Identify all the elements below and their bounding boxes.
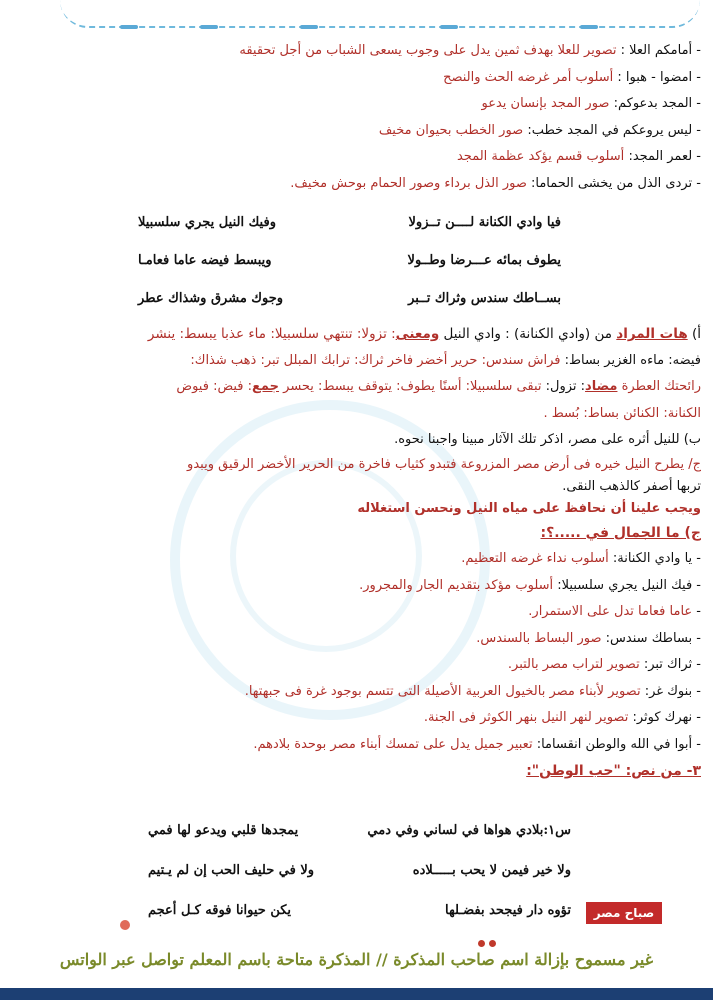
list-item: - امضوا - هبوا : أسلوب أمر غرضه الحث والنصح — [443, 69, 701, 85]
poem-verse — [8, 207, 701, 245]
beauty-item: - بنوك غر: تصوير لأبناء مصر بالخيول العربية الأصيلة التى تتسم بوجود غرة فى جبهتها. — [244, 683, 701, 699]
list-item: - المجد بدعوكم: صور المجد بإنسان يدعو — [481, 96, 701, 111]
verse-second-half: يمجدها قلبي ويدعو لها فمي — [148, 823, 299, 838]
list-item: - لعمر المجد: أسلوب قسم يؤكد عظمة المجد — [456, 149, 701, 164]
document-body — [8, 38, 701, 785]
beauty-item: - أبوا في الله والوطن انقساما: تعبير جميل يدل على تمسك أبناء مصر بوحدة بلادهم. — [253, 736, 701, 752]
poem-verse — [8, 283, 701, 321]
verse-second-half: يكن حيوانا فوقه كـل أعجم — [148, 903, 292, 918]
leaf-decoration — [120, 920, 130, 930]
list-item: - تردى الذل من يخشى الحماما: صور الذل برداء وصور الحمام بوحش مخيف. — [290, 175, 701, 191]
section-3-heading: ٣- من نص: "حب الوطن": — [526, 763, 701, 779]
beauty-item: - نهرك كوثر: تصوير لنهر النيل بنهر الكوثر فى الجنة. — [423, 710, 701, 725]
answer-b-line: تربها أصفر كالذهب النقى. — [562, 478, 701, 494]
verse-second-half: وفيك النيل يجري سلسبيلا — [138, 215, 276, 230]
question-a-line1: أ) هات المراد من (وادي الكنانة) : وادي النيل ومعنى: تزولا: تنتهي سلسبيلا: ماء عذبا يبسط: ينشر — [147, 326, 701, 342]
question-b: ب) للنيل أثره على مصر، اذكر تلك الآثار مبينا واجبنا نحوه. — [394, 432, 701, 447]
banner-dash — [300, 25, 318, 29]
footer-notice: غير مسموح بإزالة اسم صاحب المذكرة // المذكرة متاحة باسم المعلم تواصل عبر الواتس — [59, 950, 654, 969]
poem-verse — [8, 855, 701, 893]
question-a-line2: فيضه: ماءه الغزير بساط: فراش سندس: حرير أخضر فاخر ثراك: ترابك المبلل تبر: ذهب شذاك: — [190, 352, 701, 368]
question-a-line3: رائحتك العطرة مضاد: تزول: تبقى سلسبيلا: أسنًا يطوف: يتوقف يبسط: يحسر جمع: فيض: فيوض — [176, 379, 701, 394]
verse-second-half: ويبسط فيضه عاما فعامـا — [138, 253, 272, 268]
verse-second-half: ولا في حليف الحب إن لم يـتيم — [148, 863, 315, 878]
banner-dash — [200, 25, 218, 29]
verse-first-half: بســاطك سندس وثراك تــبر — [408, 291, 561, 306]
top-banner — [60, 0, 700, 28]
beauty-item: - يا وادي الكنانة: أسلوب نداء غرضه التعظيم. — [461, 551, 701, 566]
verse-first-half: يطوف بمائه عـــرضا وطــولا — [407, 253, 561, 268]
beauty-item: - ثراك تبر: تصوير لتراب مصر بالتبر. — [507, 657, 701, 672]
verse-first-half: ولا خير فيمن لا يحب بـــــلاده — [412, 863, 571, 878]
beauty-item: - فيك النيل يجري سلسبيلا: أسلوب مؤكد بتقديم الجار والمجرور. — [359, 577, 701, 593]
verse-first-half: س١:بلادي هواها في لساني وفي دمي — [367, 823, 571, 838]
banner-dash — [440, 25, 458, 29]
answer-b-line: ويجب علينا أن نحافظ على مياه النيل ونحسن استغلاله — [357, 500, 701, 516]
verse-first-half: تؤوه دار فيجحد بفضـلها — [445, 903, 571, 918]
list-item: - أمامكم العلا : تصوير للعلا بهدف ثمين يدل على وجوب يسعى الشباب من أجل تحقيقه — [239, 43, 701, 58]
question-c-heading: ج) ما الجمال في .....؟: — [540, 524, 701, 541]
answer-b-line: ج/ يطرح النيل خيره فى أرض مصر المزروعة فتبدو كثياب فاخرة من الحرير الأخضر الرقيق ويبدو — [187, 456, 701, 472]
banner-dash — [580, 25, 598, 29]
bottom-bar — [0, 988, 713, 1000]
banner-dash — [120, 25, 138, 29]
poem-verse — [8, 815, 701, 853]
question-a-line4: الكنانة: الكنائن بساط: بُسط . — [543, 405, 701, 421]
beauty-item: - بساطك سندس: صور البساط بالسندس. — [476, 630, 701, 646]
beauty-item: - عاما فعاما تدل على الاستمرار. — [528, 604, 701, 619]
decoration-dots — [468, 932, 498, 944]
verse-second-half: وجوك مشرق وشذاك عطر — [138, 291, 284, 306]
poem-verse — [8, 245, 701, 283]
site-logo: صباح مصر — [586, 902, 662, 924]
verse-first-half: فيا وادي الكنانة لــــن تــزولا — [408, 215, 561, 230]
list-item: - ليس يروعكم في المجد خطب: صور الخطب بحيوان مخيف — [378, 122, 701, 138]
